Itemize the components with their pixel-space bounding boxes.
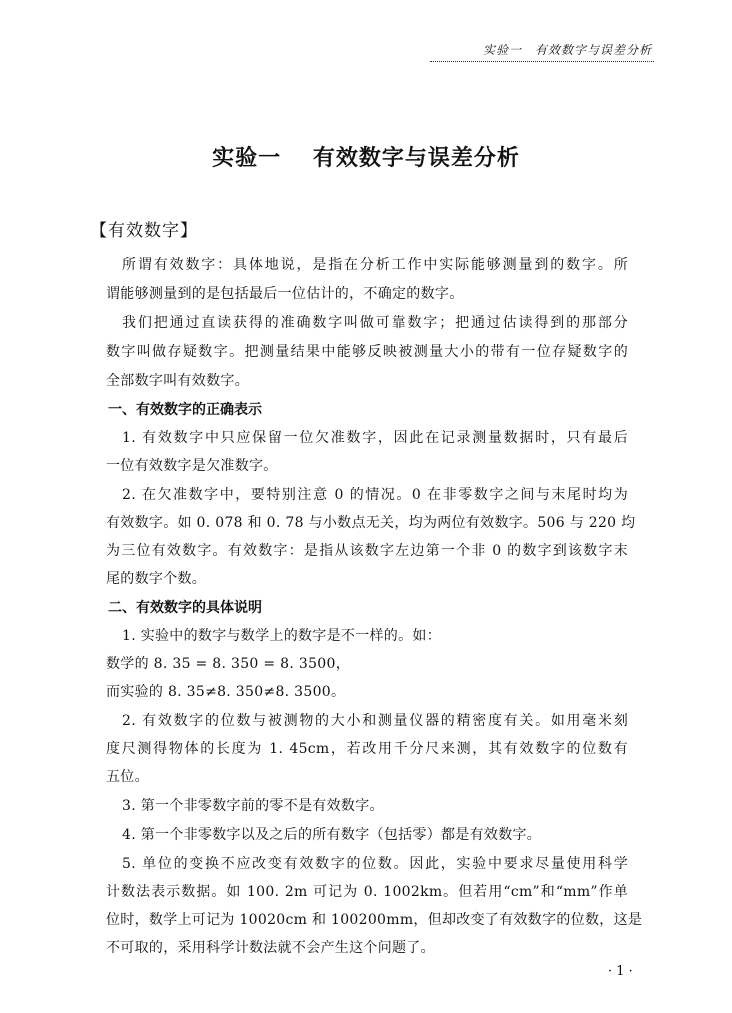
running-head-rule bbox=[430, 61, 654, 62]
paragraph-line: 2. 在欠准数字中，要特别注意 0 的情况。0 在非零数字之间与末尾时均为 bbox=[122, 487, 628, 503]
paragraph-line: 度尺测得物体的长度为 1. 45cm，若改用千分尺来测，其有效数字的位数有 bbox=[106, 741, 628, 757]
paragraph-line: 我们把通过直读获得的准确数字叫做可靠数字；把通过估读得到的那部分 bbox=[122, 315, 628, 331]
paragraph-line: 1. 有效数字中只应保留一位欠准数字，因此在记录测量数据时，只有最后 bbox=[122, 430, 628, 446]
paragraph-line: 五位。 bbox=[106, 769, 149, 785]
paragraph-line: 全部数字叫有效数字。 bbox=[106, 373, 249, 389]
paragraph-line: 谓能够测量到的是包括最后一位估计的，不确定的数字。 bbox=[106, 286, 464, 302]
paragraph-line: 为三位有效数字。有效数字：是指从该数字左边第一个非 0 的数字到该数字末 bbox=[106, 543, 628, 559]
chapter-title: 实验一 有效数字与误差分析 bbox=[212, 145, 520, 171]
paragraph-line: 有效数字。如 0. 078 和 0. 78 与小数点无关，均为两位有效数字。506 与 220 均 bbox=[106, 515, 636, 531]
paragraph-line: 尾的数字个数。 bbox=[106, 571, 207, 587]
paragraph-line: 数字叫做存疑数字。把测量结果中能够反映被测量大小的带有一位存疑数字的 bbox=[106, 344, 628, 360]
paragraph-line: 4. 第一个非零数字以及之后的所有数字（包括零）都是有效数字。 bbox=[122, 827, 542, 843]
subsection-heading: 二、有效数字的具体说明 bbox=[108, 600, 262, 616]
section-title: 【有效数字】 bbox=[90, 221, 198, 241]
paragraph-line: 5. 单位的变换不应改变有效数字的位数。因此，实验中要求尽量使用科学 bbox=[122, 856, 628, 872]
paragraph-line: 位时，数学上可记为 10020cm 和 100200mm，但却改变了有效数字的位数，这是 bbox=[106, 912, 643, 928]
paragraph-line: 1. 实验中的数字与数学上的数字是不一样的。如： bbox=[122, 628, 442, 644]
subsection-heading: 一、有效数字的正确表示 bbox=[108, 402, 262, 418]
paragraph-line: 所谓有效数字：具体地说，是指在分析工作中实际能够测量到的数字。所 bbox=[122, 257, 628, 273]
paragraph-line: 数学的 8. 35 = 8. 350 = 8. 3500， bbox=[106, 656, 350, 672]
paragraph-line: 2. 有效数字的位数与被测物的大小和测量仪器的精密度有关。如用毫米刻 bbox=[122, 713, 628, 729]
paragraph-line: 而实验的 8. 35≠8. 350≠8. 3500。 bbox=[106, 684, 346, 700]
paragraph-line: 不可取的，采用科学计数法就不会产生这个问题了。 bbox=[106, 940, 435, 956]
paragraph-line: 一位有效数字是欠准数字。 bbox=[106, 458, 278, 474]
paragraph-line: 计数法表示数据。如 100. 2m 可记为 0. 1002km。但若用“cm”和“mm”作单 bbox=[106, 884, 628, 900]
page-number: · 1 · bbox=[608, 964, 633, 979]
running-head: 实验一 有效数字与误差分析 bbox=[482, 43, 652, 57]
paragraph-line: 3. 第一个非零数字前的零不是有效数字。 bbox=[122, 798, 384, 814]
